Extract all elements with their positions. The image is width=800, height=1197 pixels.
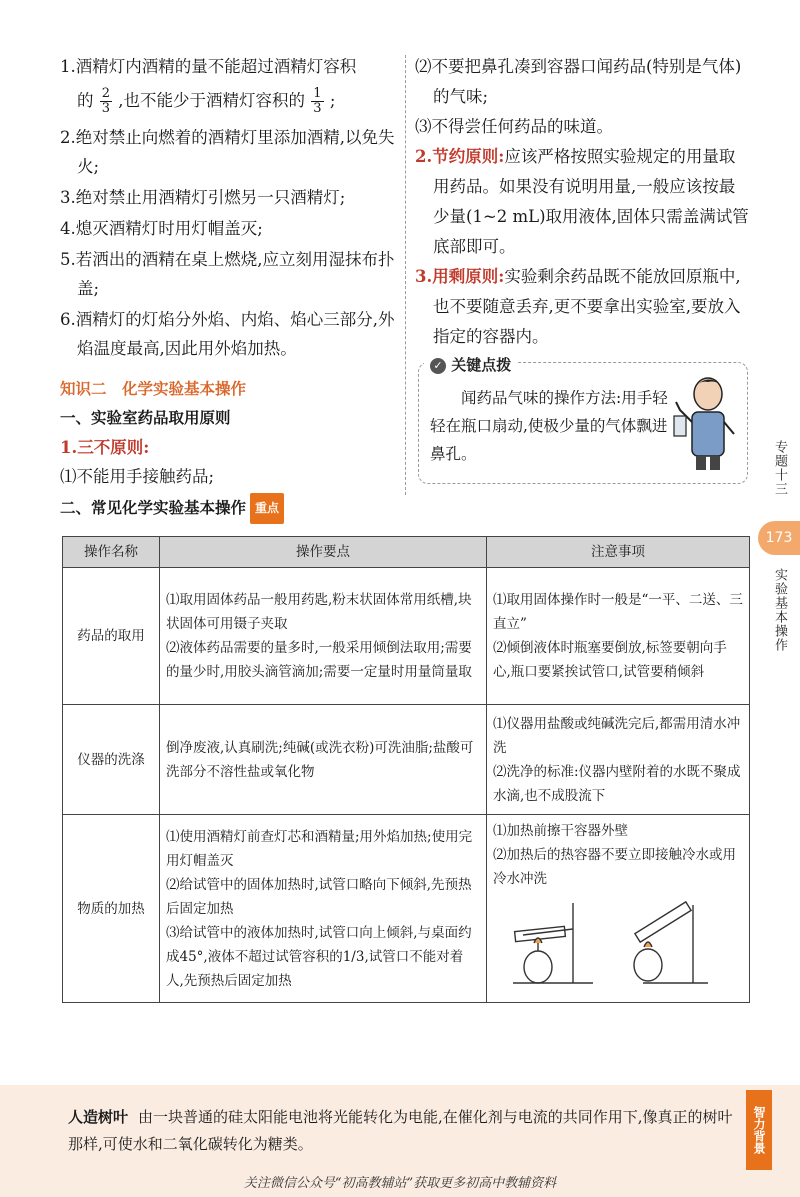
right-column	[415, 52, 750, 352]
three-no-principle: 1.三不原则:	[60, 438, 150, 457]
save-principle-text: 应该严格按照实验规定的用量取用药品。如果没有说明用量,一般应该按最少量(1~2 mL)取用液体,固体只需盖满试管底部即可。	[433, 147, 749, 256]
section-two-heading	[60, 493, 405, 524]
row-name: 物质的加热	[63, 815, 160, 1003]
fraction-two-thirds: $\frac{2}{3}$	[101, 86, 111, 116]
save-principle-label: 2.节约原则:	[415, 147, 505, 166]
key-point-title	[424, 354, 517, 375]
save-principle	[415, 142, 750, 262]
section-two-title: 二、常见化学实验基本操作	[60, 499, 247, 517]
fraction-one-third: $\frac{1}{3}$	[313, 86, 322, 116]
rule-item-2: 2.绝对禁止向燃着的酒精灯里添加酒精,以免失火;	[60, 128, 395, 176]
key-point-text: 闻药品气味的操作方法:用手轻轻在瓶口扇动,使极少量的气体飘进鼻孔。	[430, 389, 668, 463]
row-notes: ⑴仪器用盐酸或纯碱洗完后,都需用清水冲洗 ⑵洗净的标准:仪器内壁附着的水既不聚成水滴,也不成股流下	[487, 705, 750, 815]
operations-table	[62, 536, 750, 1003]
table-row	[63, 568, 750, 705]
column-divider	[405, 55, 406, 495]
table-row	[63, 815, 750, 1003]
row-notes: ⑴取用固体操作时一般是“一平、二送、三直立” ⑵倾倒液体时瓶塞要倒放,标签要朝向手心,瓶口要紧挨试管口,试管要稍倾斜	[487, 568, 750, 705]
table-row	[63, 705, 750, 815]
text-de: 的	[77, 91, 94, 110]
row-notes	[487, 815, 750, 1003]
text-end: ;	[329, 91, 336, 110]
row-points: ⑴取用固体药品一般用药匙,粉末状固体常用纸槽,块状固体可用镊子夹取 ⑵液体药品需要的量多时,一般采用倾倒法取用;需要的量少时,用胶头滴管滴加;需要一定量时用量筒量取	[160, 568, 487, 705]
left-column	[60, 52, 405, 524]
knowledge-two-heading: 知识二 化学实验基本操作	[60, 380, 247, 398]
rule-item-6: 6.酒精灯的灯焰分外焰、内焰、焰心三部分,外焰温度最高,因此用外焰加热。	[60, 310, 395, 358]
rule-item-3: 3.绝对禁止用酒精灯引燃另一只酒精灯;	[60, 188, 346, 207]
topic-label: 专题十三	[772, 440, 787, 496]
text-mid: ,也不能少于酒精灯容积的	[118, 91, 306, 110]
section-one-heading: 一、实验室药品取用原则	[60, 409, 231, 427]
heating-apparatus-illustration	[493, 895, 723, 987]
footer-title: 人造树叶	[68, 1108, 129, 1126]
footer-tag: 智力背景	[746, 1090, 772, 1170]
leftover-principle-text: 实验剩余药品既不能放回原瓶中,也不要随意丢弃,更不要拿出实验室,要放入指定的容器内。	[433, 267, 741, 346]
header-op-name: 操作名称	[63, 537, 160, 568]
no-touch-rule: ⑴不能用手接触药品;	[60, 467, 215, 486]
student-smelling-illustration	[672, 372, 744, 472]
rule-item-5: 5.若洒出的酒精在桌上燃烧,应立刻用湿抹布扑盖;	[60, 250, 395, 298]
check-icon: ✓	[430, 358, 446, 374]
heating-notes-text: ⑴加热前擦干容器外壁 ⑵加热后的热容器不要立即接触冷水或用冷水冲洗	[493, 823, 736, 887]
key-point-title-text: 关键点拨	[451, 356, 512, 374]
rule-item-4: 4.熄灭酒精灯时用灯帽盖灭;	[60, 219, 263, 238]
table-header-row	[63, 537, 750, 568]
rule-item-1-line2	[60, 81, 405, 121]
wechat-notice: 关注微信公众号“初高教辅站”获取更多初高中教辅资料	[243, 1176, 557, 1191]
leftover-principle-label: 3.用剩原则:	[415, 267, 505, 286]
row-name: 仪器的洗涤	[63, 705, 160, 815]
rule-item-1-line1: 1.酒精灯内酒精的量不能超过酒精灯容积	[60, 57, 357, 76]
header-op-points: 操作要点	[160, 537, 487, 568]
footer-body: 由一块普通的硅太阳能电池将光能转化为电能,在催化剂与电流的共同作用下,像真正的树叶那样,可使水和二氧化碳转化为糖类。	[68, 1108, 733, 1153]
footer-text	[68, 1104, 740, 1158]
leftover-principle	[415, 262, 750, 352]
section-label: 实验基本操作	[772, 568, 787, 652]
no-smell-rule: ⑵不要把鼻孔凑到容器口闻药品(特别是气体)的气味;	[415, 57, 742, 106]
row-points: ⑴使用酒精灯前查灯芯和酒精量;用外焰加热;使用完用灯帽盖灭 ⑵给试管中的固体加热时,试管口略向下倾斜,先预热后固定加热 ⑶给试管中的液体加热时,试管口向上倾斜,与桌面约成45°,液体不超过试管容积的1/3,试管口不能对着人,先预热后固定加热	[160, 815, 487, 1003]
header-notes: 注意事项	[487, 537, 750, 568]
no-taste-rule: ⑶不得尝任何药品的味道。	[415, 117, 613, 136]
key-point-tag: 重点	[250, 493, 284, 524]
rule-item-1	[60, 52, 405, 121]
page-number: 173	[758, 521, 800, 555]
row-name: 药品的取用	[63, 568, 160, 705]
row-points: 倒净废液,认真刷洗;纯碱(或洗衣粉)可洗油脂;盐酸可洗部分不溶性盐或氧化物	[160, 705, 487, 815]
